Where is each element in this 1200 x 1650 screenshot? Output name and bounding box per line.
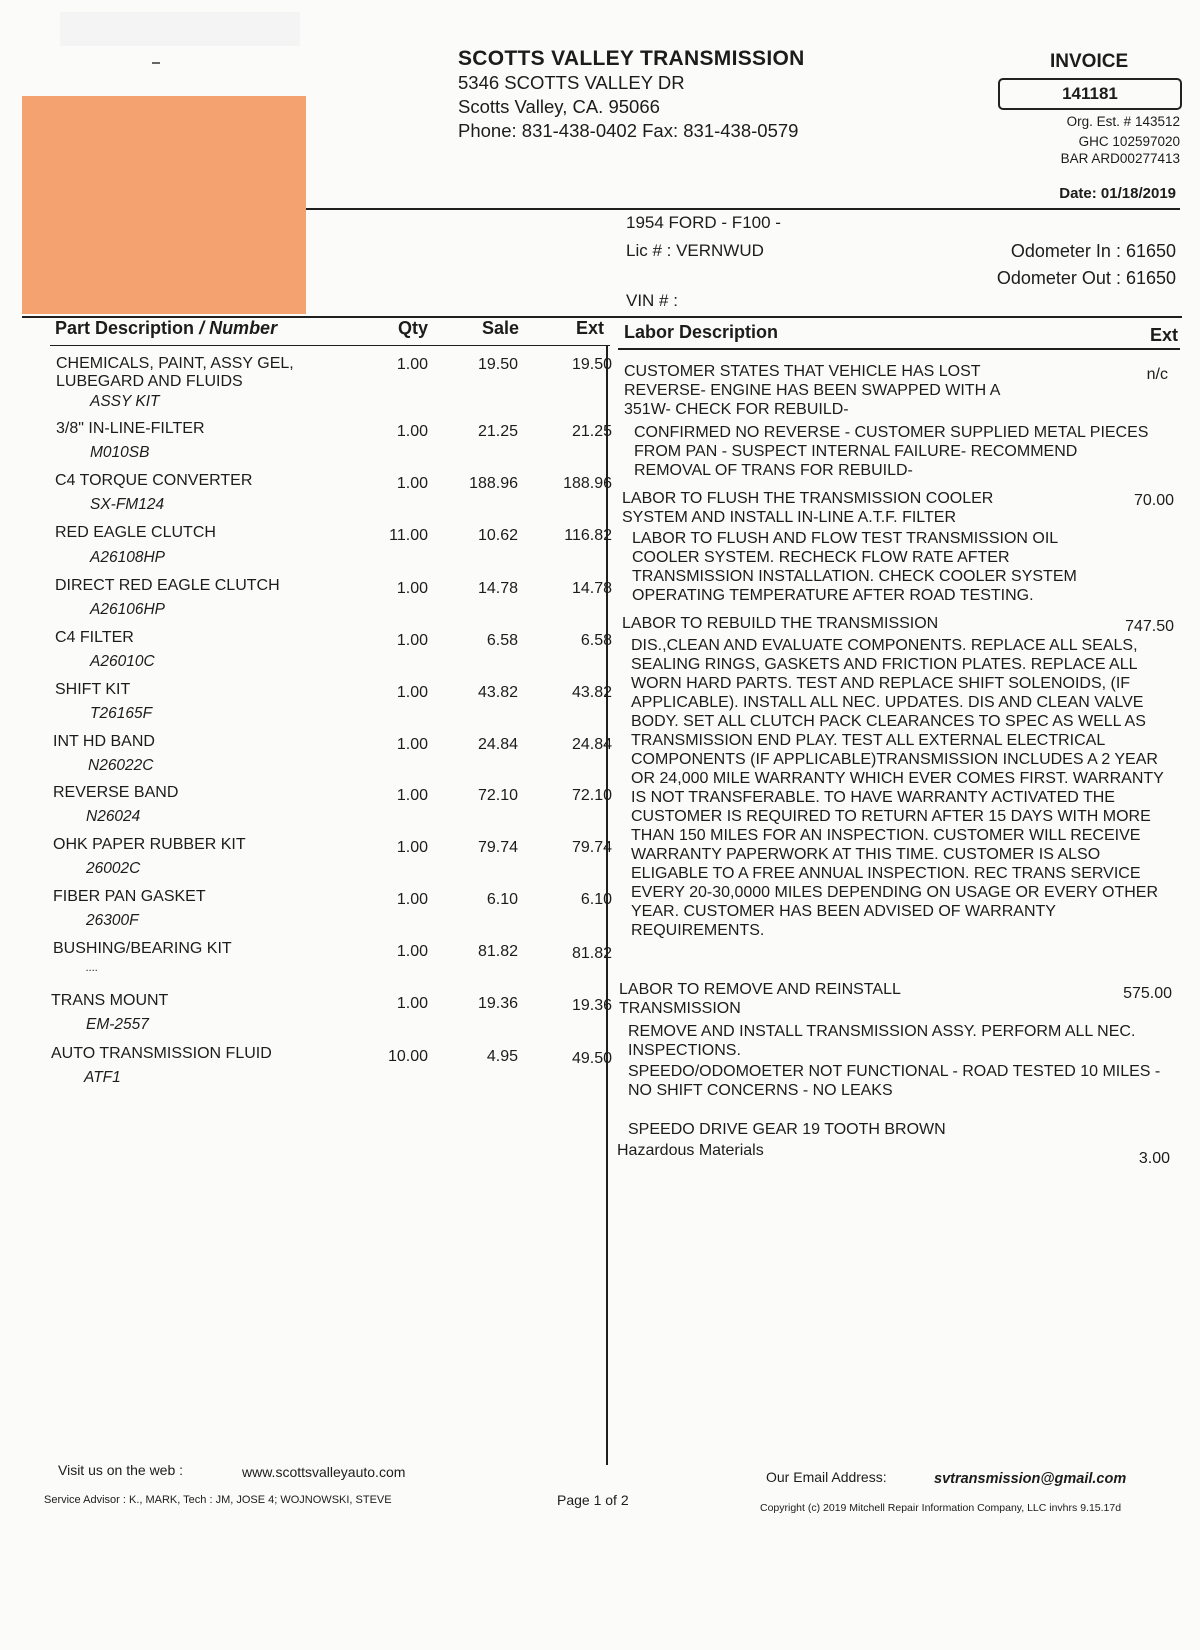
invoice-date: Date: 01/18/2019 bbox=[1059, 185, 1176, 202]
part-ext: 14.78 bbox=[571, 580, 612, 597]
part-description: BUSHING/BEARING KIT bbox=[53, 940, 232, 957]
invoice-label: INVOICE bbox=[1050, 51, 1129, 72]
part-number: ASSY KIT bbox=[90, 393, 160, 410]
part-number: SX-FM124 bbox=[90, 496, 165, 513]
invoice-number: 141181 bbox=[998, 78, 1182, 110]
part-description: FIBER PAN GASKET bbox=[53, 888, 206, 905]
part-sale: 10.62 bbox=[477, 527, 518, 544]
org-estimate: Org. Est. # 143512 bbox=[1066, 114, 1180, 129]
part-qty: 10.00 bbox=[387, 1048, 428, 1065]
shop-city: Scotts Valley, CA. 95066 bbox=[458, 96, 660, 117]
part-sale: 4.95 bbox=[486, 1048, 518, 1065]
part-qty: 1.00 bbox=[396, 839, 428, 856]
part-ext: 6.10 bbox=[580, 891, 612, 908]
labor-ext: 747.50 bbox=[1125, 618, 1174, 635]
redaction-sticker bbox=[22, 96, 306, 314]
copyright: Copyright (c) 2019 Mitchell Repair Information Company, LLC invhrs 9.15.17d bbox=[760, 1502, 1122, 1514]
labor-title: LABOR TO REBUILD THE TRANSMISSION bbox=[622, 615, 939, 632]
part-number: 26002C bbox=[86, 860, 141, 877]
part-ext: 188.96 bbox=[563, 475, 612, 492]
part-ext: 49.50 bbox=[571, 1050, 612, 1067]
part-description: C4 FILTER bbox=[55, 629, 134, 646]
parts-header-qty: Qty bbox=[398, 318, 429, 338]
part-number: T26165F bbox=[90, 705, 153, 722]
labor-header-desc: Labor Description bbox=[624, 322, 779, 342]
email-link[interactable]: svtransmission@gmail.com bbox=[934, 1471, 1127, 1487]
labor-title: LABOR TO FLUSH THE TRANSMISSION COOLER SYSTEM AND INSTALL IN-LINE A.T.F. FILTER bbox=[622, 490, 994, 526]
vehicle-vin: VIN # : bbox=[626, 291, 678, 310]
odometer-in: Odometer In : 61650 bbox=[1010, 241, 1176, 261]
part-qty: 1.00 bbox=[396, 943, 428, 960]
part-sale: 14.78 bbox=[477, 580, 518, 597]
parts-header-desc bbox=[55, 318, 277, 339]
page-number: Page 1 of 2 bbox=[557, 1492, 629, 1508]
labor-header-ext: Ext bbox=[1149, 325, 1178, 345]
part-description: DIRECT RED EAGLE CLUTCH bbox=[55, 577, 280, 594]
part-number: A26108HP bbox=[90, 549, 165, 566]
part-number: ATF1 bbox=[84, 1069, 121, 1086]
part-description: INT HD BAND bbox=[53, 733, 155, 750]
labor-body: REMOVE AND INSTALL TRANSMISSION ASSY. PERFORM ALL NEC. INSPECTIONS. bbox=[628, 1023, 1136, 1059]
part-number: N26022C bbox=[88, 757, 154, 774]
part-qty: 1.00 bbox=[396, 787, 428, 804]
labor-header-rule bbox=[618, 348, 1180, 350]
shop-name: SCOTTS VALLEY TRANSMISSION bbox=[458, 47, 805, 70]
part-number: EM-2557 bbox=[86, 1016, 149, 1033]
shop-phone: Phone: 831-438-0402 Fax: 831-438-0579 bbox=[458, 120, 799, 141]
part-ext: 6.58 bbox=[580, 632, 612, 649]
part-sale: 72.10 bbox=[477, 787, 518, 804]
part-sale: 43.82 bbox=[477, 684, 518, 701]
part-qty: 11.00 bbox=[389, 527, 428, 544]
parts-header-number: / Number bbox=[199, 318, 278, 338]
part-sale: 6.58 bbox=[486, 632, 518, 649]
part-ext: 19.36 bbox=[571, 997, 612, 1014]
part-qty: 1.00 bbox=[396, 891, 428, 908]
part-qty: 1.00 bbox=[396, 423, 428, 440]
part-ext: 19.50 bbox=[571, 356, 612, 373]
odometer-out: Odometer Out : 61650 bbox=[996, 268, 1176, 288]
part-qty: 1.00 bbox=[396, 632, 428, 649]
part-ext: 116.82 bbox=[564, 527, 612, 544]
part-ext: 24.84 bbox=[571, 736, 612, 753]
part-ext: 81.82 bbox=[571, 945, 612, 962]
part-ext: 21.25 bbox=[571, 423, 612, 440]
part-qty: 1.00 bbox=[396, 475, 428, 492]
hazmat-ext: 3.00 bbox=[1138, 1150, 1170, 1167]
part-ext: 79.74 bbox=[571, 839, 612, 856]
part-qty: 1.00 bbox=[396, 684, 428, 701]
part-sale: 81.82 bbox=[477, 943, 518, 960]
part-description: C4 TORQUE CONVERTER bbox=[55, 472, 253, 489]
parts-header-rule bbox=[50, 345, 610, 346]
web-label: Visit us on the web : bbox=[58, 1462, 184, 1478]
part-sale: 24.84 bbox=[477, 736, 518, 753]
parts-header-ext: Ext bbox=[576, 318, 605, 338]
header-rule bbox=[306, 208, 1180, 210]
part-description: SHIFT KIT bbox=[55, 681, 131, 698]
labor-ext: 575.00 bbox=[1123, 985, 1172, 1002]
part-number: .... bbox=[86, 962, 99, 974]
labor-title: LABOR TO REMOVE AND REINSTALL TRANSMISSION bbox=[619, 981, 901, 1017]
part-qty: 1.00 bbox=[396, 356, 428, 373]
part-description: REVERSE BAND bbox=[53, 784, 179, 801]
part-number: A26106HP bbox=[90, 601, 165, 618]
part-ext: 43.82 bbox=[571, 684, 612, 701]
part-number: 26300F bbox=[86, 912, 139, 929]
labor-ext: n/c bbox=[1146, 366, 1168, 383]
vehicle-model: 1954 FORD - F100 - bbox=[626, 213, 781, 232]
part-qty: 1.00 bbox=[396, 995, 428, 1012]
labor-body: DIS.,CLEAN AND EVALUATE COMPONENTS. REPLACE ALL SEALS, SEALING RINGS, GASKETS AND FRICTION PLATES. REPLACE ALL WORN HARD PARTS. TEST AND REPLACE SHIFT SOLENOIDS, (IF APPLICABLE). INSTALL ALL NEC. UPDATES. DIS AND CLEAN VALVE BODY. SET ALL CLUTCH PACK CLEARANCES TO SPEC AS WELL AS TRANSMISSION END PLAY. TEST ALL EXTERNAL ELECTRICAL COMPONENTS (IF APPLICABLE)TRANSMISSION INCLUDES A 2 YEAR OR 24,000 MILE WARRANTY WHICH EVER COMES FIRST. WARRANTY IS NOT TRANSFERABLE. TO HAVE WARRANTY ACTIVATED THE CUSTOMER IS REQUIRED TO RETURN AFTER 15 DAYS WITH MORE THAN 150 MILES FOR AN INSPECTION. CUSTOMER WILL RECEIVE WARRANTY PAPERWORK AT THIS TIME. CUSTOMER IS ALSO ELIGABLE TO A FREE ANNUAL INSPECTION. REC TRANS SERVICE EVERY 20-30,0000 MILES DEPENDING ON USAGE OR EVERY OTHER YEAR. CUSTOMER HAS BEEN ADVISED OF WARRANTY REQUIREMENTS. bbox=[631, 637, 1164, 939]
part-description: AUTO TRANSMISSION FLUID bbox=[51, 1045, 272, 1062]
part-qty: 1.00 bbox=[396, 736, 428, 753]
faint-bleedthrough bbox=[60, 12, 300, 46]
bar-number: BAR ARD00277413 bbox=[1060, 151, 1180, 166]
service-advisor: Service Advisor : K., MARK, Tech : JM, JOSE 4; WOJNOWSKI, STEVE bbox=[44, 1494, 392, 1506]
part-description: CHEMICALS, PAINT, ASSY GEL, LUBEGARD AND FLUIDS bbox=[56, 355, 294, 390]
labor-body: CONFIRMED NO REVERSE - CUSTOMER SUPPLIED METAL PIECES FROM PAN - SUSPECT INTERNAL FAILURE- RECOMMEND REMOVAL OF TRANS FOR REBUILD- bbox=[634, 424, 1149, 479]
part-sale: 188.96 bbox=[469, 475, 518, 492]
part-number: N26024 bbox=[86, 808, 141, 825]
ghc-number: GHC 102597020 bbox=[1078, 134, 1180, 149]
parts-header-sale: Sale bbox=[482, 318, 520, 338]
hazmat-label: Hazardous Materials bbox=[617, 1142, 764, 1159]
part-description: RED EAGLE CLUTCH bbox=[55, 524, 216, 541]
part-ext: 72.10 bbox=[571, 787, 612, 804]
shop-address: 5346 SCOTTS VALLEY DR bbox=[458, 72, 685, 93]
part-description: 3/8" IN-LINE-FILTER bbox=[56, 420, 205, 437]
part-description: TRANS MOUNT bbox=[51, 992, 169, 1009]
part-sale: 79.74 bbox=[477, 839, 518, 856]
part-qty: 1.00 bbox=[396, 580, 428, 597]
email-label: Our Email Address: bbox=[766, 1469, 887, 1485]
scan-mark bbox=[152, 62, 160, 64]
labor-ext: 70.00 bbox=[1133, 492, 1174, 509]
part-description: OHK PAPER RUBBER KIT bbox=[53, 836, 246, 853]
part-number: M010SB bbox=[90, 444, 150, 461]
part-sale: 19.50 bbox=[477, 356, 518, 373]
parts-note: SPEEDO DRIVE GEAR 19 TOOTH BROWN bbox=[628, 1121, 946, 1138]
vehicle-license: Lic # : VERNWUD bbox=[626, 241, 764, 260]
labor-body: LABOR TO FLUSH AND FLOW TEST TRANSMISSION OIL COOLER SYSTEM. RECHECK FLOW RATE AFTER TRANSMISSION INSTALLATION. CHECK COOLER SYSTEM OPERATING TEMPERATURE AFTER ROAD TESTING. bbox=[632, 530, 1077, 604]
labor-title: CUSTOMER STATES THAT VEHICLE HAS LOST REVERSE- ENGINE HAS BEEN SWAPPED WITH A 351W- CHECK FOR REBUILD- bbox=[624, 363, 1000, 418]
part-number: A26010C bbox=[90, 653, 155, 670]
part-sale: 21.25 bbox=[477, 423, 518, 440]
part-sale: 6.10 bbox=[486, 891, 518, 908]
part-sale: 19.36 bbox=[477, 995, 518, 1012]
web-link[interactable]: www.scottsvalleyauto.com bbox=[242, 1464, 406, 1480]
labor-body-extra: SPEEDO/ODOMOETER NOT FUNCTIONAL - ROAD TESTED 10 MILES - NO SHIFT CONCERNS - NO LEAKS bbox=[628, 1063, 1161, 1099]
parts-header-desc-label: Part Description bbox=[55, 318, 195, 338]
